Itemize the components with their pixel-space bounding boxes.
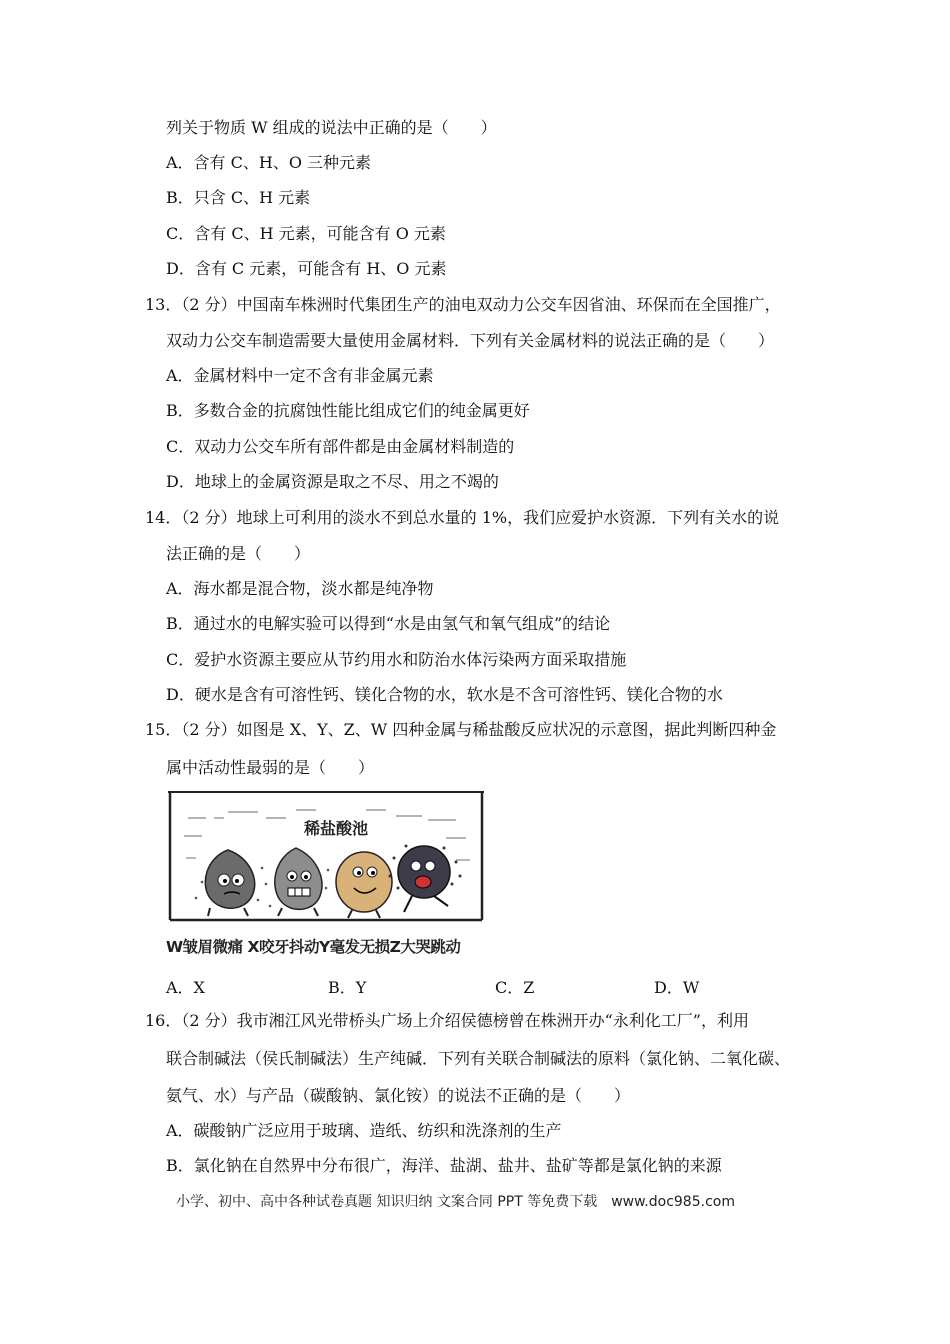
q14-stem-continuation: 法正确的是（ ） — [166, 544, 311, 563]
q15-stem: 15．（2 分）如图是 X、Y、Z、W 四种金属与稀盐酸反应状况的示意图，据此判断四种金 — [145, 720, 777, 739]
q14-option-d: D．硬水是含有可溶性钙、镁化合物的水，软水是不含可溶性钙、镁化合物的水 — [166, 685, 723, 704]
q15-choice-d: D．W — [654, 978, 700, 997]
q13-stem-continuation: 双动力公交车制造需要大量使用金属材料．下列有关金属材料的说法正确的是（ ） — [166, 331, 775, 350]
q12-option-a: A．含有 C、H、O 三种元素 — [166, 153, 372, 172]
q15-choice-a: A．X — [166, 978, 205, 997]
q13-option-c: C．双动力公交车所有部件都是由金属材料制造的 — [166, 437, 515, 456]
metal-z-character — [389, 845, 462, 913]
q16-stem-continuation-1: 联合制碱法（侯氏制碱法）生产纯碱．下列有关联合制碱法的原料（氯化钠、二氧化碳、 — [166, 1049, 791, 1068]
q14-option-c: C．爱护水资源主要应从节约用水和防治水体污染两方面采取措施 — [166, 650, 627, 669]
q12-option-d: D．含有 C 元素，可能含有 H、O 元素 — [166, 259, 447, 278]
q13-option-d: D．地球上的金属资源是取之不尽、用之不竭的 — [166, 472, 499, 491]
q14-option-a: A．海水都是混合物，淡水都是纯净物 — [166, 579, 434, 598]
figure-caption: W皱眉微痛 X咬牙抖动Y毫发无损Z大哭跳动 — [166, 938, 461, 956]
q16-option-b: B．氯化钠在自然界中分布很广，海洋、盐湖、盐井、盐矿等都是氯化钠的来源 — [166, 1156, 722, 1175]
figure-title: 稀盐酸池 — [303, 819, 369, 838]
q14-stem: 14．（2 分）地球上可利用的淡水不到总水量的 1%，我们应爱护水资源．下列有关水的说 — [145, 508, 780, 527]
q13-option-b: B．多数合金的抗腐蚀性能比组成它们的纯金属更好 — [166, 401, 530, 420]
q12-option-c: C．含有 C、H 元素，可能含有 O 元素 — [166, 224, 446, 243]
metal-w-character — [205, 850, 254, 916]
q16-stem: 16．（2 分）我市湘江风光带桥头广场上介绍侯德榜曾在株洲开办“永利化工厂”，利用 — [145, 1011, 749, 1030]
metal-x-character — [275, 848, 322, 916]
q12-option-b: B．只含 C、H 元素 — [166, 188, 311, 207]
q15-stem-continuation: 属中活动性最弱的是（ ） — [166, 758, 375, 777]
q16-option-a: A．碳酸钠广泛应用于玻璃、造纸、纺织和洗涤剂的生产 — [166, 1121, 562, 1140]
q15-choice-b: B．Y — [328, 978, 367, 997]
acid-pool-illustration — [166, 788, 486, 928]
q15-choices — [166, 977, 726, 999]
q16-stem-continuation-2: 氨气、水）与产品（碳酸钠、氯化铵）的说法不正确的是（ ） — [166, 1086, 631, 1105]
q13-option-a: A．金属材料中一定不含有非金属元素 — [166, 366, 434, 385]
q15-choice-c: C．Z — [495, 978, 535, 997]
q12-stem-continuation: 列关于物质 W 组成的说法中正确的是（ ） — [166, 118, 497, 137]
page-footer: 小学、初中、高中各种试卷真题 知识归纳 文案合同 PPT 等免费下载 www.doc985.com — [176, 1194, 735, 1210]
q13-stem: 13．（2 分）中国南车株洲时代集团生产的油电双动力公交车因省油、环保而在全国推广， — [145, 295, 781, 314]
q14-option-b: B．通过水的电解实验可以得到“水是由氢气和氧气组成”的结论 — [166, 614, 611, 633]
metal-y-character — [336, 852, 392, 918]
